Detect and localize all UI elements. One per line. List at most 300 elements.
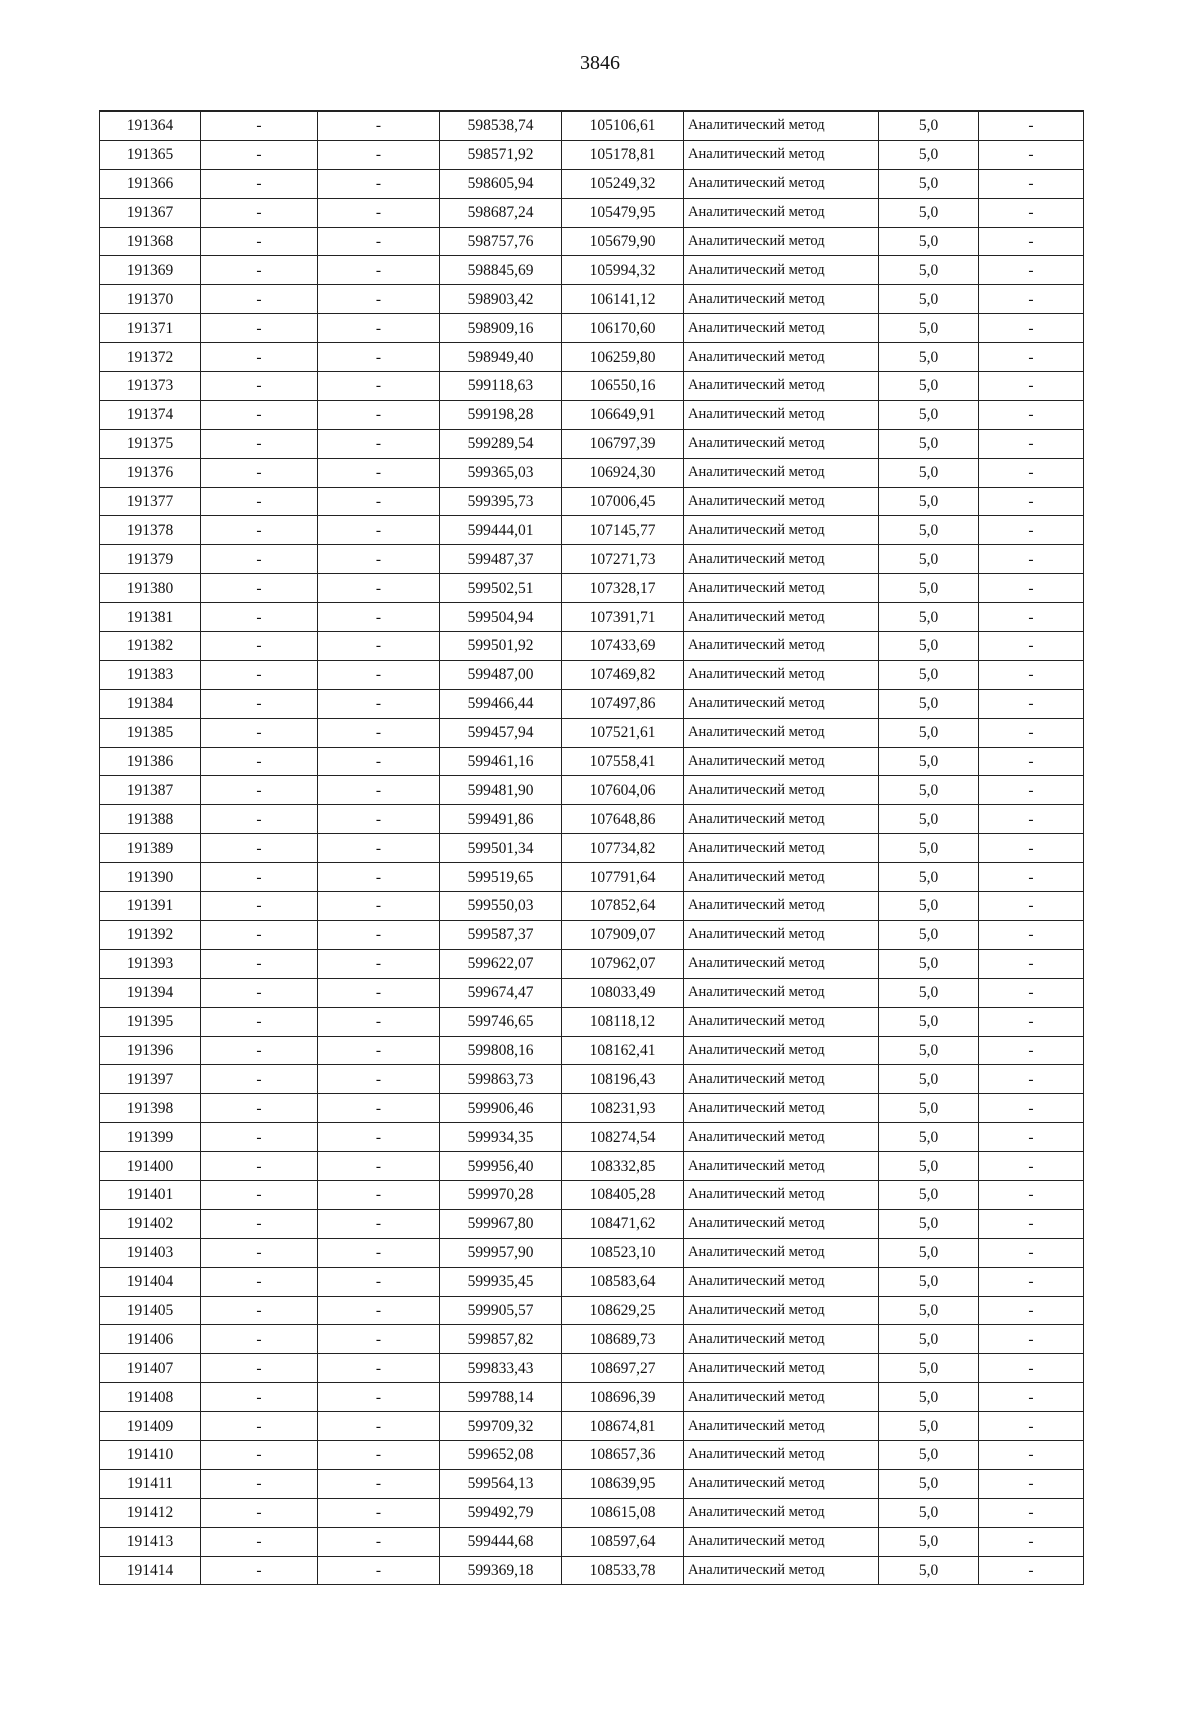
point-id-cell: 191372: [100, 343, 201, 372]
y-coordinate-cell: 108597,64: [562, 1527, 684, 1556]
table-row: [100, 1440, 1084, 1469]
y-coordinate-cell: 107328,17: [562, 574, 684, 603]
accuracy-cell: 5,0: [879, 660, 979, 689]
x-coordinate-cell: 599519,65: [440, 863, 562, 892]
dash-cell: -: [201, 545, 318, 574]
coordinates-table: [99, 110, 1084, 1585]
accuracy-cell: 5,0: [879, 1296, 979, 1325]
y-coordinate-cell: 106649,91: [562, 400, 684, 429]
dash-cell: -: [979, 747, 1084, 776]
x-coordinate-cell: 599501,34: [440, 834, 562, 863]
dash-cell: -: [979, 1267, 1084, 1296]
point-id-cell: 191404: [100, 1267, 201, 1296]
method-cell: Аналитический метод: [684, 429, 879, 458]
x-coordinate-cell: 599674,47: [440, 978, 562, 1007]
x-coordinate-cell: 599466,44: [440, 689, 562, 718]
method-cell: Аналитический метод: [684, 1065, 879, 1094]
point-id-cell: 191376: [100, 458, 201, 487]
y-coordinate-cell: 108196,43: [562, 1065, 684, 1094]
accuracy-cell: 5,0: [879, 1123, 979, 1152]
accuracy-cell: 5,0: [879, 1209, 979, 1238]
point-id-cell: 191402: [100, 1209, 201, 1238]
dash-cell: -: [201, 1440, 318, 1469]
method-cell: Аналитический метод: [684, 285, 879, 314]
table-row: [100, 1498, 1084, 1527]
accuracy-cell: 5,0: [879, 1527, 979, 1556]
y-coordinate-cell: 107604,06: [562, 776, 684, 805]
y-coordinate-cell: 108231,93: [562, 1094, 684, 1123]
accuracy-cell: 5,0: [879, 603, 979, 632]
y-coordinate-cell: 108629,25: [562, 1296, 684, 1325]
method-cell: Аналитический метод: [684, 1180, 879, 1209]
dash-cell: -: [979, 285, 1084, 314]
method-cell: Аналитический метод: [684, 545, 879, 574]
accuracy-cell: 5,0: [879, 545, 979, 574]
method-cell: Аналитический метод: [684, 1238, 879, 1267]
dash-cell: -: [201, 1238, 318, 1267]
x-coordinate-cell: 599587,37: [440, 920, 562, 949]
dash-cell: -: [979, 1209, 1084, 1238]
y-coordinate-cell: 106141,12: [562, 285, 684, 314]
table-row: [100, 516, 1084, 545]
y-coordinate-cell: 108471,62: [562, 1209, 684, 1238]
dash-cell: -: [201, 920, 318, 949]
point-id-cell: 191368: [100, 227, 201, 256]
dash-cell: -: [318, 1094, 440, 1123]
dash-cell: -: [979, 314, 1084, 343]
method-cell: Аналитический метод: [684, 660, 879, 689]
point-id-cell: 191370: [100, 285, 201, 314]
point-id-cell: 191408: [100, 1383, 201, 1412]
point-id-cell: 191366: [100, 169, 201, 198]
dash-cell: -: [318, 1065, 440, 1094]
dash-cell: -: [979, 776, 1084, 805]
table-row: [100, 1325, 1084, 1354]
dash-cell: -: [201, 169, 318, 198]
accuracy-cell: 5,0: [879, 747, 979, 776]
accuracy-cell: 5,0: [879, 198, 979, 227]
accuracy-cell: 5,0: [879, 516, 979, 545]
method-cell: Аналитический метод: [684, 1296, 879, 1325]
x-coordinate-cell: 598903,42: [440, 285, 562, 314]
point-id-cell: 191375: [100, 429, 201, 458]
table-row: [100, 949, 1084, 978]
method-cell: Аналитический метод: [684, 1036, 879, 1065]
point-id-cell: 191389: [100, 834, 201, 863]
method-cell: Аналитический метод: [684, 603, 879, 632]
dash-cell: -: [979, 111, 1084, 140]
y-coordinate-cell: 108674,81: [562, 1412, 684, 1441]
table-row: [100, 834, 1084, 863]
accuracy-cell: 5,0: [879, 1238, 979, 1267]
point-id-cell: 191400: [100, 1152, 201, 1181]
accuracy-cell: 5,0: [879, 1267, 979, 1296]
x-coordinate-cell: 599369,18: [440, 1556, 562, 1585]
x-coordinate-cell: 599444,01: [440, 516, 562, 545]
dash-cell: -: [318, 1152, 440, 1181]
accuracy-cell: 5,0: [879, 372, 979, 401]
dash-cell: -: [979, 1123, 1084, 1152]
x-coordinate-cell: 599502,51: [440, 574, 562, 603]
y-coordinate-cell: 106797,39: [562, 429, 684, 458]
y-coordinate-cell: 107791,64: [562, 863, 684, 892]
x-coordinate-cell: 599957,90: [440, 1238, 562, 1267]
dash-cell: -: [318, 429, 440, 458]
dash-cell: -: [318, 892, 440, 921]
point-id-cell: 191398: [100, 1094, 201, 1123]
accuracy-cell: 5,0: [879, 1354, 979, 1383]
dash-cell: -: [979, 863, 1084, 892]
table-row: [100, 892, 1084, 921]
dash-cell: -: [318, 1354, 440, 1383]
x-coordinate-cell: 598538,74: [440, 111, 562, 140]
dash-cell: -: [979, 978, 1084, 1007]
dash-cell: -: [201, 776, 318, 805]
dash-cell: -: [318, 718, 440, 747]
dash-cell: -: [979, 805, 1084, 834]
x-coordinate-cell: 599118,63: [440, 372, 562, 401]
dash-cell: -: [979, 372, 1084, 401]
x-coordinate-cell: 599905,57: [440, 1296, 562, 1325]
dash-cell: -: [201, 429, 318, 458]
method-cell: Аналитический метод: [684, 1383, 879, 1412]
method-cell: Аналитический метод: [684, 834, 879, 863]
point-id-cell: 191397: [100, 1065, 201, 1094]
method-cell: Аналитический метод: [684, 343, 879, 372]
accuracy-cell: 5,0: [879, 834, 979, 863]
dash-cell: -: [201, 111, 318, 140]
dash-cell: -: [979, 516, 1084, 545]
dash-cell: -: [201, 516, 318, 545]
accuracy-cell: 5,0: [879, 863, 979, 892]
y-coordinate-cell: 108118,12: [562, 1007, 684, 1036]
accuracy-cell: 5,0: [879, 1065, 979, 1094]
dash-cell: -: [318, 516, 440, 545]
dash-cell: -: [201, 747, 318, 776]
method-cell: Аналитический метод: [684, 1152, 879, 1181]
method-cell: Аналитический метод: [684, 920, 879, 949]
method-cell: Аналитический метод: [684, 1123, 879, 1152]
y-coordinate-cell: 105994,32: [562, 256, 684, 285]
dash-cell: -: [201, 1180, 318, 1209]
point-id-cell: 191381: [100, 603, 201, 632]
accuracy-cell: 5,0: [879, 1440, 979, 1469]
dash-cell: -: [318, 1238, 440, 1267]
dash-cell: -: [318, 1469, 440, 1498]
accuracy-cell: 5,0: [879, 978, 979, 1007]
x-coordinate-cell: 598845,69: [440, 256, 562, 285]
point-id-cell: 191414: [100, 1556, 201, 1585]
table-row: [100, 1180, 1084, 1209]
x-coordinate-cell: 599709,32: [440, 1412, 562, 1441]
x-coordinate-cell: 599652,08: [440, 1440, 562, 1469]
table-row: [100, 1383, 1084, 1412]
accuracy-cell: 5,0: [879, 949, 979, 978]
method-cell: Аналитический метод: [684, 805, 879, 834]
dash-cell: -: [201, 1527, 318, 1556]
y-coordinate-cell: 108332,85: [562, 1152, 684, 1181]
method-cell: Аналитический метод: [684, 256, 879, 285]
accuracy-cell: 5,0: [879, 256, 979, 285]
y-coordinate-cell: 107558,41: [562, 747, 684, 776]
dash-cell: -: [201, 1354, 318, 1383]
dash-cell: -: [979, 1383, 1084, 1412]
point-id-cell: 191378: [100, 516, 201, 545]
dash-cell: -: [318, 400, 440, 429]
table-row: [100, 920, 1084, 949]
dash-cell: -: [318, 949, 440, 978]
dash-cell: -: [201, 1296, 318, 1325]
dash-cell: -: [318, 1527, 440, 1556]
dash-cell: -: [201, 1209, 318, 1238]
point-id-cell: 191407: [100, 1354, 201, 1383]
point-id-cell: 191384: [100, 689, 201, 718]
dash-cell: -: [201, 1007, 318, 1036]
dash-cell: -: [201, 343, 318, 372]
dash-cell: -: [201, 140, 318, 169]
method-cell: Аналитический метод: [684, 1354, 879, 1383]
accuracy-cell: 5,0: [879, 574, 979, 603]
dash-cell: -: [201, 285, 318, 314]
dash-cell: -: [201, 892, 318, 921]
accuracy-cell: 5,0: [879, 400, 979, 429]
table-row: [100, 429, 1084, 458]
point-id-cell: 191395: [100, 1007, 201, 1036]
table-row: [100, 545, 1084, 574]
y-coordinate-cell: 107433,69: [562, 632, 684, 661]
y-coordinate-cell: 108657,36: [562, 1440, 684, 1469]
method-cell: Аналитический метод: [684, 198, 879, 227]
accuracy-cell: 5,0: [879, 1469, 979, 1498]
x-coordinate-cell: 599788,14: [440, 1383, 562, 1412]
dash-cell: -: [201, 1469, 318, 1498]
table-row: [100, 978, 1084, 1007]
dash-cell: -: [318, 458, 440, 487]
dash-cell: -: [318, 372, 440, 401]
table-row: [100, 747, 1084, 776]
dash-cell: -: [201, 603, 318, 632]
point-id-cell: 191379: [100, 545, 201, 574]
method-cell: Аналитический метод: [684, 227, 879, 256]
dash-cell: -: [979, 1094, 1084, 1123]
x-coordinate-cell: 598909,16: [440, 314, 562, 343]
dash-cell: -: [201, 1412, 318, 1441]
point-id-cell: 191380: [100, 574, 201, 603]
dash-cell: -: [979, 1440, 1084, 1469]
y-coordinate-cell: 107469,82: [562, 660, 684, 689]
y-coordinate-cell: 105106,61: [562, 111, 684, 140]
x-coordinate-cell: 598605,94: [440, 169, 562, 198]
table-row: [100, 1412, 1084, 1441]
dash-cell: -: [318, 140, 440, 169]
y-coordinate-cell: 106259,80: [562, 343, 684, 372]
y-coordinate-cell: 105249,32: [562, 169, 684, 198]
point-id-cell: 191413: [100, 1527, 201, 1556]
dash-cell: -: [201, 1036, 318, 1065]
dash-cell: -: [318, 1325, 440, 1354]
x-coordinate-cell: 598949,40: [440, 343, 562, 372]
table-row: [100, 718, 1084, 747]
table-row: [100, 458, 1084, 487]
dash-cell: -: [201, 1094, 318, 1123]
accuracy-cell: 5,0: [879, 1036, 979, 1065]
dash-cell: -: [201, 718, 318, 747]
x-coordinate-cell: 599863,73: [440, 1065, 562, 1094]
method-cell: Аналитический метод: [684, 949, 879, 978]
point-id-cell: 191405: [100, 1296, 201, 1325]
accuracy-cell: 5,0: [879, 227, 979, 256]
dash-cell: -: [318, 978, 440, 1007]
dash-cell: -: [318, 314, 440, 343]
dash-cell: -: [979, 1527, 1084, 1556]
point-id-cell: 191382: [100, 632, 201, 661]
y-coordinate-cell: 108162,41: [562, 1036, 684, 1065]
x-coordinate-cell: 599487,00: [440, 660, 562, 689]
accuracy-cell: 5,0: [879, 1152, 979, 1181]
table-row: [100, 1354, 1084, 1383]
dash-cell: -: [201, 400, 318, 429]
x-coordinate-cell: 599365,03: [440, 458, 562, 487]
x-coordinate-cell: 599564,13: [440, 1469, 562, 1498]
dash-cell: -: [318, 198, 440, 227]
dash-cell: -: [318, 1498, 440, 1527]
table-row: [100, 1123, 1084, 1152]
point-id-cell: 191412: [100, 1498, 201, 1527]
dash-cell: -: [318, 632, 440, 661]
dash-cell: -: [318, 545, 440, 574]
method-cell: Аналитический метод: [684, 632, 879, 661]
dash-cell: -: [979, 632, 1084, 661]
point-id-cell: 191371: [100, 314, 201, 343]
table-row: [100, 372, 1084, 401]
dash-cell: -: [979, 1036, 1084, 1065]
y-coordinate-cell: 107271,73: [562, 545, 684, 574]
page-number: 3846: [580, 52, 620, 74]
point-id-cell: 191391: [100, 892, 201, 921]
x-coordinate-cell: 599906,46: [440, 1094, 562, 1123]
y-coordinate-cell: 107909,07: [562, 920, 684, 949]
point-id-cell: 191367: [100, 198, 201, 227]
method-cell: Аналитический метод: [684, 516, 879, 545]
point-id-cell: 191387: [100, 776, 201, 805]
method-cell: Аналитический метод: [684, 314, 879, 343]
x-coordinate-cell: 598757,76: [440, 227, 562, 256]
point-id-cell: 191385: [100, 718, 201, 747]
dash-cell: -: [318, 343, 440, 372]
dash-cell: -: [979, 660, 1084, 689]
table-row: [100, 776, 1084, 805]
dash-cell: -: [201, 1152, 318, 1181]
y-coordinate-cell: 108033,49: [562, 978, 684, 1007]
y-coordinate-cell: 106924,30: [562, 458, 684, 487]
y-coordinate-cell: 105679,90: [562, 227, 684, 256]
table-row: [100, 660, 1084, 689]
x-coordinate-cell: 599622,07: [440, 949, 562, 978]
point-id-cell: 191388: [100, 805, 201, 834]
accuracy-cell: 5,0: [879, 1556, 979, 1585]
table-row: [100, 574, 1084, 603]
y-coordinate-cell: 108697,27: [562, 1354, 684, 1383]
y-coordinate-cell: 106170,60: [562, 314, 684, 343]
accuracy-cell: 5,0: [879, 1325, 979, 1354]
accuracy-cell: 5,0: [879, 314, 979, 343]
table-row: [100, 198, 1084, 227]
x-coordinate-cell: 599550,03: [440, 892, 562, 921]
x-coordinate-cell: 599461,16: [440, 747, 562, 776]
dash-cell: -: [318, 1383, 440, 1412]
accuracy-cell: 5,0: [879, 1412, 979, 1441]
dash-cell: -: [318, 1123, 440, 1152]
method-cell: Аналитический метод: [684, 169, 879, 198]
point-id-cell: 191394: [100, 978, 201, 1007]
x-coordinate-cell: 598571,92: [440, 140, 562, 169]
dash-cell: -: [318, 1296, 440, 1325]
dash-cell: -: [979, 718, 1084, 747]
dash-cell: -: [979, 458, 1084, 487]
dash-cell: -: [979, 256, 1084, 285]
dash-cell: -: [979, 1007, 1084, 1036]
table-row: [100, 1036, 1084, 1065]
dash-cell: -: [979, 1498, 1084, 1527]
table-row: [100, 1094, 1084, 1123]
accuracy-cell: 5,0: [879, 343, 979, 372]
dash-cell: -: [201, 227, 318, 256]
dash-cell: -: [318, 285, 440, 314]
dash-cell: -: [979, 1556, 1084, 1585]
accuracy-cell: 5,0: [879, 776, 979, 805]
accuracy-cell: 5,0: [879, 487, 979, 516]
dash-cell: -: [979, 949, 1084, 978]
point-id-cell: 191365: [100, 140, 201, 169]
point-id-cell: 191386: [100, 747, 201, 776]
point-id-cell: 191390: [100, 863, 201, 892]
dash-cell: -: [979, 920, 1084, 949]
method-cell: Аналитический метод: [684, 574, 879, 603]
x-coordinate-cell: 599444,68: [440, 1527, 562, 1556]
method-cell: Аналитический метод: [684, 1267, 879, 1296]
dash-cell: -: [201, 458, 318, 487]
point-id-cell: 191401: [100, 1180, 201, 1209]
method-cell: Аналитический метод: [684, 400, 879, 429]
y-coordinate-cell: 107145,77: [562, 516, 684, 545]
x-coordinate-cell: 599935,45: [440, 1267, 562, 1296]
dash-cell: -: [201, 689, 318, 718]
accuracy-cell: 5,0: [879, 892, 979, 921]
method-cell: Аналитический метод: [684, 1094, 879, 1123]
dash-cell: -: [318, 1412, 440, 1441]
dash-cell: -: [979, 603, 1084, 632]
accuracy-cell: 5,0: [879, 1383, 979, 1412]
x-coordinate-cell: 599481,90: [440, 776, 562, 805]
table-row: [100, 1152, 1084, 1181]
dash-cell: -: [979, 487, 1084, 516]
dash-cell: -: [318, 111, 440, 140]
point-id-cell: 191403: [100, 1238, 201, 1267]
dash-cell: -: [318, 689, 440, 718]
dash-cell: -: [979, 834, 1084, 863]
dash-cell: -: [318, 834, 440, 863]
point-id-cell: 191369: [100, 256, 201, 285]
y-coordinate-cell: 107391,71: [562, 603, 684, 632]
y-coordinate-cell: 107648,86: [562, 805, 684, 834]
point-id-cell: 191409: [100, 1412, 201, 1441]
dash-cell: -: [979, 429, 1084, 458]
table-row: [100, 343, 1084, 372]
dash-cell: -: [318, 227, 440, 256]
dash-cell: -: [318, 776, 440, 805]
table-row: [100, 805, 1084, 834]
x-coordinate-cell: 599491,86: [440, 805, 562, 834]
